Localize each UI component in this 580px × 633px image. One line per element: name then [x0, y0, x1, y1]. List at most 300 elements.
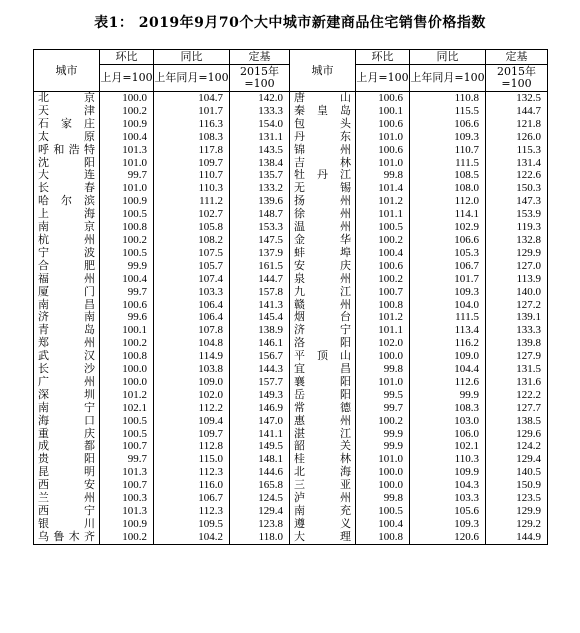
table-row [34, 479, 548, 492]
city-cell-left: 太原 [34, 131, 100, 144]
city-cell-right: 烟台 [290, 311, 356, 324]
yoy-cell-right: 109.3 [410, 518, 486, 531]
table-row [34, 505, 548, 518]
mom-cell-left: 102.1 [100, 402, 154, 415]
table-title: 表1： 2019年9月70个大中城市新建商品住宅销售价格指数 [94, 15, 486, 31]
fixed-cell-right: 140.0 [486, 286, 548, 299]
yoy-subheader-right: 上年同月=100 [410, 65, 486, 92]
city-cell-left: 石家庄 [34, 118, 100, 131]
yoy-cell-left: 109.7 [154, 157, 230, 170]
fixed-cell-right: 113.9 [486, 273, 548, 286]
fixed-cell-right: 150.9 [486, 479, 548, 492]
city-cell-left: 福州 [34, 273, 100, 286]
mom-cell-left: 101.3 [100, 144, 154, 157]
city-cell-left: 大连 [34, 169, 100, 182]
table-row [34, 195, 548, 208]
fixed-cell-right: 127.9 [486, 350, 548, 363]
city-cell-left: 上海 [34, 208, 100, 221]
city-cell-right: 泉州 [290, 273, 356, 286]
mom-cell-right: 100.0 [356, 350, 410, 363]
mom-cell-left: 100.7 [100, 479, 154, 492]
city-cell-left: 合肥 [34, 260, 100, 273]
fixed-cell-right: 132.5 [486, 92, 548, 105]
mom-cell-right: 99.8 [356, 169, 410, 182]
fixed-cell-right: 115.3 [486, 144, 548, 157]
city-cell-right: 平顶山 [290, 350, 356, 363]
mom-cell-right: 99.7 [356, 402, 410, 415]
fixed-cell-left: 131.1 [230, 131, 290, 144]
table-row [34, 440, 548, 453]
yoy-cell-right: 103.0 [410, 415, 486, 428]
mom-subheader-left: 上月=100 [100, 65, 154, 92]
yoy-cell-right: 109.3 [410, 131, 486, 144]
table-row [34, 531, 548, 544]
table-row [34, 105, 548, 118]
city-cell-right: 泸州 [290, 492, 356, 505]
yoy-cell-right: 105.3 [410, 247, 486, 260]
yoy-cell-right: 109.3 [410, 286, 486, 299]
mom-cell-left: 99.7 [100, 169, 154, 182]
mom-cell-right: 99.8 [356, 363, 410, 376]
fixed-cell-right: 121.8 [486, 118, 548, 131]
fixed-cell-right: 127.2 [486, 299, 548, 312]
fixed-cell-left: 145.4 [230, 311, 290, 324]
yoy-cell-left: 109.5 [154, 518, 230, 531]
city-cell-right: 北海 [290, 466, 356, 479]
fixed-cell-right: 153.9 [486, 208, 548, 221]
mom-cell-right: 101.2 [356, 311, 410, 324]
fixed-cell-left: 165.8 [230, 479, 290, 492]
mom-cell-left: 100.9 [100, 518, 154, 531]
city-cell-left: 广州 [34, 376, 100, 389]
city-cell-left: 哈尔滨 [34, 195, 100, 208]
city-cell-right: 南充 [290, 505, 356, 518]
city-cell-left: 武汉 [34, 350, 100, 363]
mom-cell-left: 100.4 [100, 273, 154, 286]
fixed-cell-left: 118.0 [230, 531, 290, 544]
yoy-cell-right: 109.9 [410, 466, 486, 479]
fixed-cell-right: 129.9 [486, 505, 548, 518]
table-row [34, 337, 548, 350]
city-header-left: 城市 [34, 50, 100, 92]
fixed-cell-left: 137.9 [230, 247, 290, 260]
city-header-right: 城市 [290, 50, 356, 92]
mom-cell-left: 100.5 [100, 247, 154, 260]
mom-cell-right: 99.9 [356, 428, 410, 441]
city-cell-left: 天津 [34, 105, 100, 118]
yoy-header-left: 同比 [154, 50, 230, 65]
city-cell-left: 昆明 [34, 466, 100, 479]
mom-cell-left: 100.0 [100, 363, 154, 376]
fixed-cell-left: 143.5 [230, 144, 290, 157]
yoy-header-right: 同比 [410, 50, 486, 65]
fixed-cell-right: 150.3 [486, 182, 548, 195]
mom-cell-right: 101.0 [356, 453, 410, 466]
fixed-cell-right: 147.3 [486, 195, 548, 208]
yoy-cell-left: 112.2 [154, 402, 230, 415]
city-cell-left: 成都 [34, 440, 100, 453]
yoy-cell-left: 107.4 [154, 273, 230, 286]
mom-cell-left: 99.7 [100, 286, 154, 299]
yoy-cell-left: 112.3 [154, 505, 230, 518]
yoy-cell-right: 110.7 [410, 144, 486, 157]
fixed-cell-left: 124.5 [230, 492, 290, 505]
fixed-header-left: 定基 [230, 50, 290, 65]
mom-cell-right: 100.6 [356, 118, 410, 131]
mom-cell-right: 99.5 [356, 389, 410, 402]
mom-header-left: 环比 [100, 50, 154, 65]
city-cell-left: 青岛 [34, 324, 100, 337]
city-cell-right: 济宁 [290, 324, 356, 337]
mom-cell-right: 101.4 [356, 182, 410, 195]
city-cell-right: 湛江 [290, 428, 356, 441]
city-cell-right: 牡丹江 [290, 169, 356, 182]
city-cell-left: 沈阳 [34, 157, 100, 170]
yoy-cell-right: 114.1 [410, 208, 486, 221]
table-row [34, 492, 548, 505]
fixed-cell-right: 131.5 [486, 363, 548, 376]
yoy-cell-right: 111.5 [410, 311, 486, 324]
yoy-cell-right: 115.5 [410, 105, 486, 118]
mom-cell-right: 101.0 [356, 131, 410, 144]
fixed-cell-left: 144.3 [230, 363, 290, 376]
fixed-cell-right: 138.5 [486, 415, 548, 428]
fixed-cell-left: 149.5 [230, 440, 290, 453]
mom-cell-right: 100.6 [356, 144, 410, 157]
table-row [34, 234, 548, 247]
fixed-header-right: 定基 [486, 50, 548, 65]
mom-cell-left: 100.8 [100, 350, 154, 363]
yoy-cell-left: 105.7 [154, 260, 230, 273]
fixed-cell-left: 148.1 [230, 453, 290, 466]
yoy-cell-right: 104.4 [410, 363, 486, 376]
yoy-cell-left: 117.8 [154, 144, 230, 157]
city-cell-right: 徐州 [290, 208, 356, 221]
mom-cell-left: 100.1 [100, 324, 154, 337]
fixed-cell-left: 142.0 [230, 92, 290, 105]
city-cell-right: 丹东 [290, 131, 356, 144]
yoy-cell-right: 106.0 [410, 428, 486, 441]
yoy-cell-left: 110.3 [154, 182, 230, 195]
mom-cell-left: 101.3 [100, 466, 154, 479]
city-cell-left: 西宁 [34, 505, 100, 518]
mom-cell-left: 100.2 [100, 531, 154, 544]
mom-cell-left: 100.8 [100, 221, 154, 234]
fixed-cell-left: 141.3 [230, 299, 290, 312]
mom-cell-left: 100.0 [100, 92, 154, 105]
fixed-cell-left: 146.9 [230, 402, 290, 415]
fixed-cell-right: 126.0 [486, 131, 548, 144]
mom-cell-left: 100.5 [100, 428, 154, 441]
table-row [34, 273, 548, 286]
yoy-subheader-left: 上年同月=100 [154, 65, 230, 92]
city-cell-left: 贵阳 [34, 453, 100, 466]
mom-cell-left: 101.3 [100, 505, 154, 518]
yoy-cell-left: 108.3 [154, 131, 230, 144]
fixed-subheader-left: 2015年=100 [230, 65, 290, 92]
city-cell-right: 蚌埠 [290, 247, 356, 260]
table-row [34, 350, 548, 363]
yoy-cell-left: 101.7 [154, 105, 230, 118]
city-cell-right: 包头 [290, 118, 356, 131]
city-cell-right: 金华 [290, 234, 356, 247]
yoy-cell-left: 106.4 [154, 311, 230, 324]
yoy-cell-left: 109.7 [154, 428, 230, 441]
table-row [34, 92, 548, 105]
fixed-cell-right: 131.6 [486, 376, 548, 389]
yoy-cell-right: 116.2 [410, 337, 486, 350]
yoy-cell-right: 109.0 [410, 350, 486, 363]
table-body [34, 92, 548, 545]
fixed-cell-left: 138.4 [230, 157, 290, 170]
fixed-cell-left: 129.4 [230, 505, 290, 518]
fixed-cell-left: 144.6 [230, 466, 290, 479]
yoy-cell-right: 108.3 [410, 402, 486, 415]
fixed-cell-left: 139.6 [230, 195, 290, 208]
price-index-table [33, 49, 548, 545]
yoy-cell-left: 112.3 [154, 466, 230, 479]
fixed-cell-right: 129.4 [486, 453, 548, 466]
city-cell-left: 重庆 [34, 428, 100, 441]
yoy-cell-left: 102.7 [154, 208, 230, 221]
table-row [34, 221, 548, 234]
city-cell-left: 长沙 [34, 363, 100, 376]
mom-cell-right: 102.0 [356, 337, 410, 350]
mom-cell-right: 101.2 [356, 195, 410, 208]
city-cell-left: 北京 [34, 92, 100, 105]
table-row [34, 208, 548, 221]
fixed-cell-left: 146.1 [230, 337, 290, 350]
mom-cell-right: 100.0 [356, 479, 410, 492]
yoy-cell-left: 104.7 [154, 92, 230, 105]
table-row [34, 324, 548, 337]
yoy-cell-right: 111.5 [410, 157, 486, 170]
fixed-cell-left: 144.7 [230, 273, 290, 286]
mom-cell-right: 100.7 [356, 286, 410, 299]
fixed-cell-right: 122.2 [486, 389, 548, 402]
mom-cell-right: 100.1 [356, 105, 410, 118]
city-cell-right: 大理 [290, 531, 356, 544]
city-cell-right: 惠州 [290, 415, 356, 428]
table-row [34, 299, 548, 312]
fixed-cell-right: 127.0 [486, 260, 548, 273]
city-cell-right: 韶关 [290, 440, 356, 453]
yoy-cell-right: 106.7 [410, 260, 486, 273]
fixed-cell-left: 147.0 [230, 415, 290, 428]
yoy-cell-right: 103.3 [410, 492, 486, 505]
fixed-cell-left: 157.7 [230, 376, 290, 389]
city-cell-right: 吉林 [290, 157, 356, 170]
mom-cell-right: 100.2 [356, 234, 410, 247]
mom-cell-left: 99.9 [100, 260, 154, 273]
fixed-cell-right: 133.3 [486, 324, 548, 337]
city-cell-right: 扬州 [290, 195, 356, 208]
yoy-cell-right: 112.6 [410, 376, 486, 389]
mom-cell-left: 101.0 [100, 182, 154, 195]
yoy-cell-left: 103.8 [154, 363, 230, 376]
yoy-cell-right: 110.8 [410, 92, 486, 105]
mom-cell-right: 100.2 [356, 415, 410, 428]
yoy-cell-left: 109.0 [154, 376, 230, 389]
city-cell-left: 深圳 [34, 389, 100, 402]
mom-cell-right: 101.0 [356, 157, 410, 170]
yoy-cell-right: 101.7 [410, 273, 486, 286]
mom-cell-right: 100.4 [356, 247, 410, 260]
yoy-cell-left: 104.2 [154, 531, 230, 544]
city-cell-right: 无锡 [290, 182, 356, 195]
mom-cell-right: 100.5 [356, 221, 410, 234]
city-cell-left: 南京 [34, 221, 100, 234]
fixed-cell-left: 147.5 [230, 234, 290, 247]
fixed-cell-right: 129.6 [486, 428, 548, 441]
yoy-cell-left: 102.0 [154, 389, 230, 402]
city-cell-left: 乌鲁木齐 [34, 531, 100, 544]
mom-cell-right: 100.2 [356, 273, 410, 286]
city-cell-left: 长春 [34, 182, 100, 195]
fixed-cell-right: 139.8 [486, 337, 548, 350]
table-row [34, 182, 548, 195]
fixed-cell-right: 131.4 [486, 157, 548, 170]
fixed-subheader-right: 2015年=100 [486, 65, 548, 92]
fixed-cell-left: 157.8 [230, 286, 290, 299]
city-cell-right: 宜昌 [290, 363, 356, 376]
city-cell-left: 呼和浩特 [34, 144, 100, 157]
yoy-cell-left: 116.0 [154, 479, 230, 492]
mom-cell-left: 101.2 [100, 389, 154, 402]
yoy-cell-right: 102.9 [410, 221, 486, 234]
yoy-cell-left: 109.4 [154, 415, 230, 428]
yoy-cell-right: 113.4 [410, 324, 486, 337]
yoy-cell-right: 102.1 [410, 440, 486, 453]
table-row [34, 376, 548, 389]
yoy-cell-left: 105.8 [154, 221, 230, 234]
mom-cell-left: 100.9 [100, 118, 154, 131]
city-cell-right: 桂林 [290, 453, 356, 466]
table-row [34, 157, 548, 170]
city-cell-left: 西安 [34, 479, 100, 492]
mom-cell-right: 100.8 [356, 531, 410, 544]
yoy-cell-right: 105.6 [410, 505, 486, 518]
fixed-cell-right: 144.9 [486, 531, 548, 544]
city-cell-left: 厦门 [34, 286, 100, 299]
yoy-cell-left: 112.8 [154, 440, 230, 453]
table-row [34, 389, 548, 402]
mom-cell-left: 100.2 [100, 105, 154, 118]
fixed-cell-right: 139.1 [486, 311, 548, 324]
yoy-cell-right: 112.0 [410, 195, 486, 208]
yoy-cell-right: 120.6 [410, 531, 486, 544]
mom-cell-left: 99.7 [100, 453, 154, 466]
mom-cell-left: 100.0 [100, 376, 154, 389]
city-cell-right: 九江 [290, 286, 356, 299]
table-row [34, 247, 548, 260]
yoy-cell-right: 99.9 [410, 389, 486, 402]
fixed-cell-right: 144.7 [486, 105, 548, 118]
city-cell-right: 温州 [290, 221, 356, 234]
city-cell-right: 三亚 [290, 479, 356, 492]
city-cell-right: 常德 [290, 402, 356, 415]
mom-cell-right: 101.1 [356, 324, 410, 337]
mom-cell-left: 99.6 [100, 311, 154, 324]
table-row [34, 311, 548, 324]
table-row [34, 428, 548, 441]
mom-subheader-right: 上月=100 [356, 65, 410, 92]
city-cell-left: 南宁 [34, 402, 100, 415]
yoy-cell-left: 103.3 [154, 286, 230, 299]
yoy-cell-left: 106.7 [154, 492, 230, 505]
city-cell-left: 银川 [34, 518, 100, 531]
yoy-cell-right: 106.6 [410, 234, 486, 247]
yoy-cell-right: 108.5 [410, 169, 486, 182]
mom-cell-right: 100.8 [356, 299, 410, 312]
table-row [34, 466, 548, 479]
city-cell-left: 南昌 [34, 299, 100, 312]
mom-cell-right: 100.5 [356, 505, 410, 518]
yoy-cell-left: 108.2 [154, 234, 230, 247]
fixed-cell-left: 154.0 [230, 118, 290, 131]
mom-cell-left: 100.6 [100, 299, 154, 312]
mom-cell-right: 100.0 [356, 466, 410, 479]
fixed-cell-right: 119.3 [486, 221, 548, 234]
fixed-cell-left: 141.1 [230, 428, 290, 441]
mom-cell-left: 100.2 [100, 234, 154, 247]
mom-cell-left: 100.3 [100, 492, 154, 505]
table-row [34, 118, 548, 131]
table-row [34, 363, 548, 376]
city-cell-right: 安庆 [290, 260, 356, 273]
fixed-cell-left: 153.3 [230, 221, 290, 234]
mom-cell-right: 101.0 [356, 376, 410, 389]
yoy-cell-right: 104.3 [410, 479, 486, 492]
city-cell-right: 秦皇岛 [290, 105, 356, 118]
fixed-cell-left: 148.7 [230, 208, 290, 221]
fixed-cell-right: 127.7 [486, 402, 548, 415]
table-row [34, 453, 548, 466]
fixed-cell-right: 132.8 [486, 234, 548, 247]
mom-cell-right: 99.9 [356, 440, 410, 453]
yoy-cell-left: 114.9 [154, 350, 230, 363]
fixed-cell-left: 123.8 [230, 518, 290, 531]
table-row [34, 415, 548, 428]
mom-cell-left: 100.4 [100, 131, 154, 144]
city-cell-left: 宁波 [34, 247, 100, 260]
city-cell-left: 兰州 [34, 492, 100, 505]
city-cell-right: 唐山 [290, 92, 356, 105]
fixed-cell-left: 133.3 [230, 105, 290, 118]
yoy-cell-left: 115.0 [154, 453, 230, 466]
yoy-cell-left: 104.8 [154, 337, 230, 350]
fixed-cell-right: 140.5 [486, 466, 548, 479]
table-row [34, 286, 548, 299]
yoy-cell-right: 106.6 [410, 118, 486, 131]
city-cell-right: 锦州 [290, 144, 356, 157]
table-row [34, 402, 548, 415]
mom-cell-left: 101.0 [100, 157, 154, 170]
fixed-cell-left: 138.9 [230, 324, 290, 337]
city-cell-right: 遵义 [290, 518, 356, 531]
city-cell-right: 赣州 [290, 299, 356, 312]
mom-cell-right: 99.8 [356, 492, 410, 505]
fixed-cell-left: 149.3 [230, 389, 290, 402]
yoy-cell-left: 106.4 [154, 299, 230, 312]
city-cell-right: 岳阳 [290, 389, 356, 402]
table-row [34, 131, 548, 144]
city-cell-left: 郑州 [34, 337, 100, 350]
mom-cell-right: 101.1 [356, 208, 410, 221]
table-row [34, 169, 548, 182]
table-row [34, 260, 548, 273]
fixed-cell-left: 161.5 [230, 260, 290, 273]
